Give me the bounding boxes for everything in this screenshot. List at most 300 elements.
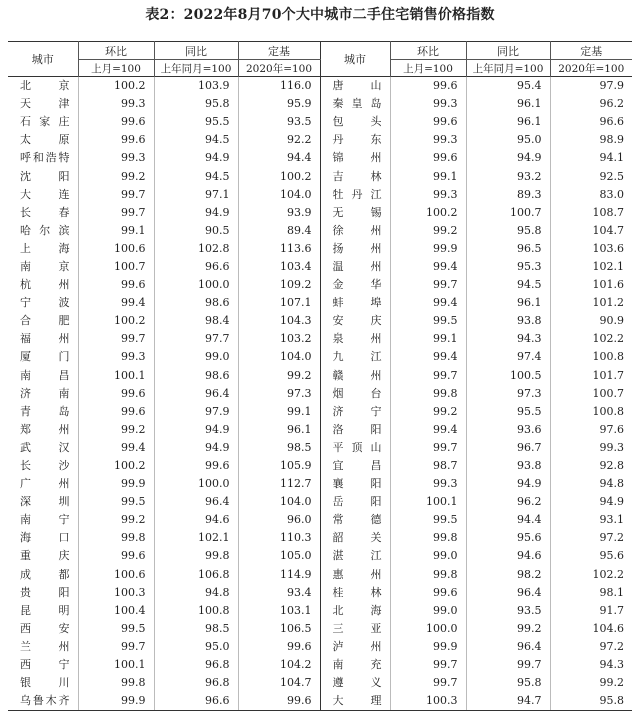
fixed-base-value-left: 107.1 — [238, 294, 320, 312]
table-row — [8, 186, 632, 204]
mom-value-left: 100.7 — [78, 258, 154, 276]
mom-value-left: 99.6 — [78, 276, 154, 294]
mom-value-right: 99.3 — [390, 186, 466, 204]
table-row — [8, 149, 632, 167]
column-header-yoy-left: 同比 — [154, 42, 238, 60]
column-header-yoy-right: 同比 — [466, 42, 550, 60]
mom-value-left: 99.7 — [78, 330, 154, 348]
mom-value-left: 99.6 — [78, 113, 154, 131]
mom-value-right: 99.2 — [390, 222, 466, 240]
mom-value-right: 99.6 — [390, 113, 466, 131]
mom-value-left: 99.3 — [78, 95, 154, 113]
city-name-right: 大理 — [320, 692, 390, 711]
fixed-base-value-left: 104.3 — [238, 312, 320, 330]
yoy-value-left: 102.8 — [154, 240, 238, 258]
yoy-value-left: 99.0 — [154, 348, 238, 366]
yoy-value-right: 98.2 — [466, 566, 550, 584]
fixed-base-value-right: 94.8 — [550, 475, 632, 493]
yoy-value-left: 98.6 — [154, 294, 238, 312]
yoy-value-left: 95.0 — [154, 638, 238, 656]
table-row — [8, 692, 632, 711]
city-name-right: 洛阳 — [320, 421, 390, 439]
city-name-right: 丹东 — [320, 131, 390, 149]
yoy-value-left: 95.5 — [154, 113, 238, 131]
city-name-right: 湛江 — [320, 547, 390, 565]
table-row — [8, 330, 632, 348]
city-name-right: 韶关 — [320, 529, 390, 547]
yoy-value-left: 106.8 — [154, 566, 238, 584]
mom-value-left: 100.6 — [78, 240, 154, 258]
yoy-value-right: 97.3 — [466, 385, 550, 403]
city-name-left: 重庆 — [20, 549, 70, 563]
column-base-yoy-right: 上年同月=100 — [466, 60, 550, 77]
table-row — [8, 602, 632, 620]
mom-value-right: 99.6 — [390, 77, 466, 96]
yoy-value-left: 98.5 — [154, 620, 238, 638]
city-name-left: 西宁 — [20, 658, 70, 672]
yoy-value-left: 98.6 — [154, 367, 238, 385]
table-row — [8, 95, 632, 113]
price-index-table-container — [8, 41, 632, 711]
mom-value-right: 99.0 — [390, 547, 466, 565]
mom-value-left: 99.4 — [78, 294, 154, 312]
city-name-right: 无锡 — [320, 204, 390, 222]
yoy-value-right: 95.5 — [466, 403, 550, 421]
fixed-base-value-right: 92.5 — [550, 167, 632, 185]
city-name-right: 济宁 — [320, 403, 390, 421]
city-name-right: 襄阳 — [320, 475, 390, 493]
fixed-base-value-right: 95.6 — [550, 547, 632, 565]
city-name-right: 赣州 — [320, 367, 390, 385]
fixed-base-value-left: 94.4 — [238, 149, 320, 167]
yoy-value-right: 97.4 — [466, 348, 550, 366]
mom-value-left: 100.1 — [78, 656, 154, 674]
fixed-base-value-left: 110.3 — [238, 529, 320, 547]
mom-value-left: 99.6 — [78, 403, 154, 421]
fixed-base-value-right: 102.1 — [550, 258, 632, 276]
city-name-left: 上海 — [20, 241, 70, 255]
yoy-value-left: 100.0 — [154, 276, 238, 294]
fixed-base-value-left: 104.7 — [238, 674, 320, 692]
yoy-value-left: 94.5 — [154, 167, 238, 185]
mom-value-right: 99.5 — [390, 511, 466, 529]
mom-value-left: 99.9 — [78, 475, 154, 493]
fixed-base-value-right: 83.0 — [550, 186, 632, 204]
city-name-left: 沈阳 — [20, 169, 70, 183]
column-header-city-left: 城市 — [31, 53, 54, 66]
city-name-left: 乌鲁木齐 — [8, 692, 78, 711]
fixed-base-value-right: 102.2 — [550, 566, 632, 584]
mom-value-right: 99.4 — [390, 421, 466, 439]
fixed-base-value-right: 98.1 — [550, 584, 632, 602]
column-header-mom-left: 环比 — [78, 42, 154, 60]
table-header — [8, 42, 632, 77]
mom-value-left: 99.2 — [78, 511, 154, 529]
table-row — [8, 457, 632, 475]
fixed-base-value-right: 97.6 — [550, 421, 632, 439]
column-base-fixed-right: 2020年=100 — [550, 60, 632, 77]
city-name-left: 青岛 — [20, 404, 70, 418]
table-row — [8, 638, 632, 656]
mom-value-right: 99.1 — [390, 330, 466, 348]
yoy-value-left: 97.9 — [154, 403, 238, 421]
city-name-left: 郑州 — [20, 422, 70, 436]
fixed-base-value-left: 112.7 — [238, 475, 320, 493]
city-name-left: 天津 — [20, 97, 70, 111]
fixed-base-value-left: 96.0 — [238, 511, 320, 529]
fixed-base-value-left: 99.6 — [238, 638, 320, 656]
table-row — [8, 584, 632, 602]
mom-value-left: 99.6 — [78, 131, 154, 149]
yoy-value-left: 95.8 — [154, 95, 238, 113]
city-name-left: 厦门 — [20, 350, 70, 364]
mom-value-right: 99.7 — [390, 367, 466, 385]
city-name-right: 南充 — [320, 656, 390, 674]
table-row — [8, 113, 632, 131]
yoy-value-right: 93.8 — [466, 312, 550, 330]
yoy-value-right: 99.7 — [466, 656, 550, 674]
fixed-base-value-right: 99.2 — [550, 674, 632, 692]
column-header-mom-right: 环比 — [390, 42, 466, 60]
column-base-mom-left: 上月=100 — [78, 60, 154, 77]
fixed-base-value-left: 104.0 — [238, 186, 320, 204]
mom-value-right: 100.3 — [390, 692, 466, 711]
table-row — [8, 511, 632, 529]
table-row — [8, 131, 632, 149]
fixed-base-value-left: 103.4 — [238, 258, 320, 276]
fixed-base-value-right: 101.2 — [550, 294, 632, 312]
city-name-right: 唐山 — [320, 77, 390, 96]
fixed-base-value-right: 103.6 — [550, 240, 632, 258]
table-row — [8, 493, 632, 511]
city-name-right: 秦皇岛 — [320, 95, 390, 113]
city-name-left: 南京 — [20, 259, 70, 273]
city-name-left: 兰州 — [20, 639, 70, 653]
mom-value-left: 100.4 — [78, 602, 154, 620]
fixed-base-value-right: 101.7 — [550, 367, 632, 385]
yoy-value-right: 93.6 — [466, 421, 550, 439]
table-body — [8, 77, 632, 711]
city-name-right: 徐州 — [320, 222, 390, 240]
table-row — [8, 240, 632, 258]
fixed-base-value-right: 94.9 — [550, 493, 632, 511]
fixed-base-value-right: 94.3 — [550, 656, 632, 674]
city-name-left: 宁波 — [20, 296, 70, 310]
yoy-value-right: 94.3 — [466, 330, 550, 348]
mom-value-right: 98.7 — [390, 457, 466, 475]
city-name-right: 泉州 — [320, 330, 390, 348]
mom-value-right: 99.3 — [390, 475, 466, 493]
mom-value-left: 99.3 — [78, 149, 154, 167]
city-name-right: 三亚 — [320, 620, 390, 638]
mom-value-left: 99.5 — [78, 620, 154, 638]
mom-value-left: 99.8 — [78, 674, 154, 692]
yoy-value-left: 99.8 — [154, 547, 238, 565]
city-name-right: 九江 — [320, 348, 390, 366]
table-row — [8, 475, 632, 493]
yoy-value-right: 100.5 — [466, 367, 550, 385]
city-name-right: 常德 — [320, 511, 390, 529]
table-row — [8, 312, 632, 330]
mom-value-right: 99.7 — [390, 674, 466, 692]
mom-value-left: 99.2 — [78, 421, 154, 439]
yoy-value-left: 96.8 — [154, 674, 238, 692]
mom-value-left: 100.2 — [78, 312, 154, 330]
fixed-base-value-left: 98.5 — [238, 439, 320, 457]
city-name-left: 银川 — [20, 676, 70, 690]
yoy-value-left: 94.9 — [154, 421, 238, 439]
table-row — [8, 439, 632, 457]
city-name-right: 惠州 — [320, 566, 390, 584]
mom-value-right: 99.8 — [390, 529, 466, 547]
yoy-value-left: 94.6 — [154, 511, 238, 529]
table-row — [8, 385, 632, 403]
yoy-value-right: 96.7 — [466, 439, 550, 457]
yoy-value-left: 90.5 — [154, 222, 238, 240]
column-base-fixed-left: 2020年=100 — [238, 60, 320, 77]
city-name-right: 北海 — [320, 602, 390, 620]
fixed-base-value-right: 90.9 — [550, 312, 632, 330]
table-row — [8, 566, 632, 584]
yoy-value-right: 96.2 — [466, 493, 550, 511]
mom-value-right: 100.2 — [390, 204, 466, 222]
fixed-base-value-right: 101.6 — [550, 276, 632, 294]
yoy-value-left: 96.6 — [154, 692, 238, 711]
table-row — [8, 348, 632, 366]
mom-value-right: 99.4 — [390, 258, 466, 276]
mom-value-right: 99.4 — [390, 348, 466, 366]
mom-value-left: 100.2 — [78, 77, 154, 96]
yoy-value-right: 94.6 — [466, 547, 550, 565]
city-name-left: 哈尔滨 — [20, 223, 70, 237]
city-name-left: 福州 — [20, 332, 70, 346]
fixed-base-value-right: 97.9 — [550, 77, 632, 96]
mom-value-right: 99.8 — [390, 566, 466, 584]
fixed-base-value-right: 108.7 — [550, 204, 632, 222]
fixed-base-value-left: 96.1 — [238, 421, 320, 439]
city-name-left: 贵阳 — [20, 585, 70, 599]
fixed-base-value-left: 105.9 — [238, 457, 320, 475]
fixed-base-value-left: 99.6 — [238, 692, 320, 711]
yoy-value-right: 99.2 — [466, 620, 550, 638]
table-row — [8, 547, 632, 565]
mom-value-right: 99.8 — [390, 385, 466, 403]
yoy-value-right: 96.4 — [466, 638, 550, 656]
city-name-right: 扬州 — [320, 240, 390, 258]
yoy-value-left: 98.4 — [154, 312, 238, 330]
mom-value-left: 100.3 — [78, 584, 154, 602]
yoy-value-left: 99.6 — [154, 457, 238, 475]
city-name-left: 长沙 — [20, 459, 70, 473]
fixed-base-value-left: 103.2 — [238, 330, 320, 348]
mom-value-right: 99.9 — [390, 240, 466, 258]
city-name-left: 昆明 — [20, 603, 70, 617]
fixed-base-value-left: 113.6 — [238, 240, 320, 258]
table-row — [8, 674, 632, 692]
city-name-right: 牡丹江 — [320, 186, 390, 204]
yoy-value-right: 100.7 — [466, 204, 550, 222]
fixed-base-value-right: 102.2 — [550, 330, 632, 348]
mom-value-right: 99.7 — [390, 439, 466, 457]
fixed-base-value-right: 92.8 — [550, 457, 632, 475]
city-name-left: 长春 — [20, 205, 70, 219]
mom-value-left: 99.7 — [78, 186, 154, 204]
fixed-base-value-right: 95.8 — [550, 692, 632, 711]
mom-value-left: 99.8 — [78, 529, 154, 547]
mom-value-right: 99.2 — [390, 403, 466, 421]
mom-value-right: 99.3 — [390, 95, 466, 113]
yoy-value-right: 95.4 — [466, 77, 550, 96]
fixed-base-value-right: 98.9 — [550, 131, 632, 149]
city-name-left: 合肥 — [20, 314, 70, 328]
yoy-value-right: 95.8 — [466, 222, 550, 240]
mom-value-left: 99.4 — [78, 439, 154, 457]
table-row — [8, 421, 632, 439]
mom-value-right: 99.4 — [390, 294, 466, 312]
table-row — [8, 294, 632, 312]
city-name-right: 桂林 — [320, 584, 390, 602]
mom-value-left: 99.6 — [78, 547, 154, 565]
yoy-value-left: 103.9 — [154, 77, 238, 96]
yoy-value-left: 96.4 — [154, 385, 238, 403]
yoy-value-left: 96.8 — [154, 656, 238, 674]
fixed-base-value-left: 99.2 — [238, 367, 320, 385]
column-base-yoy-left: 上年同月=100 — [154, 60, 238, 77]
table-row — [8, 167, 632, 185]
city-name-right: 岳阳 — [320, 493, 390, 511]
yoy-value-left: 96.6 — [154, 258, 238, 276]
fixed-base-value-left: 104.0 — [238, 493, 320, 511]
table-row — [8, 656, 632, 674]
yoy-value-right: 95.6 — [466, 529, 550, 547]
fixed-base-value-right: 104.6 — [550, 620, 632, 638]
fixed-base-value-left: 116.0 — [238, 77, 320, 96]
column-base-mom-right: 上月=100 — [390, 60, 466, 77]
yoy-value-right: 94.9 — [466, 475, 550, 493]
mom-value-right: 99.0 — [390, 602, 466, 620]
fixed-base-value-left: 114.9 — [238, 566, 320, 584]
table-row — [8, 258, 632, 276]
yoy-value-left: 96.4 — [154, 493, 238, 511]
fixed-base-value-left: 103.1 — [238, 602, 320, 620]
fixed-base-value-left: 109.2 — [238, 276, 320, 294]
mom-value-left: 99.6 — [78, 385, 154, 403]
city-name-left: 西安 — [20, 621, 70, 635]
yoy-value-right: 93.8 — [466, 457, 550, 475]
mom-value-left: 100.1 — [78, 367, 154, 385]
mom-value-left: 99.3 — [78, 348, 154, 366]
city-name-right: 宜昌 — [320, 457, 390, 475]
city-name-left: 南宁 — [20, 513, 70, 527]
yoy-value-left: 102.1 — [154, 529, 238, 547]
yoy-value-right: 96.1 — [466, 113, 550, 131]
table-row — [8, 77, 632, 96]
table-title: 表2：2022年8月70个大中城市二手住宅销售价格指数 — [145, 7, 495, 23]
yoy-value-right: 94.7 — [466, 692, 550, 711]
mom-value-right: 99.6 — [390, 149, 466, 167]
mom-value-right: 99.5 — [390, 312, 466, 330]
city-name-left: 深圳 — [20, 495, 70, 509]
fixed-base-value-right: 93.1 — [550, 511, 632, 529]
fixed-base-value-left: 89.4 — [238, 222, 320, 240]
yoy-value-left: 94.9 — [154, 149, 238, 167]
mom-value-right: 99.9 — [390, 638, 466, 656]
mom-value-right: 99.6 — [390, 584, 466, 602]
city-name-left: 呼和浩特 — [20, 151, 70, 165]
city-name-right: 温州 — [320, 258, 390, 276]
city-name-left: 济南 — [20, 386, 70, 400]
yoy-value-right: 89.3 — [466, 186, 550, 204]
city-name-left: 北京 — [20, 79, 70, 93]
table-row — [8, 403, 632, 421]
yoy-value-right: 94.9 — [466, 149, 550, 167]
fixed-base-value-right: 100.8 — [550, 348, 632, 366]
fixed-base-value-right: 100.7 — [550, 385, 632, 403]
fixed-base-value-left: 105.0 — [238, 547, 320, 565]
yoy-value-left: 94.9 — [154, 204, 238, 222]
mom-value-left: 99.5 — [78, 493, 154, 511]
fixed-base-value-left: 99.1 — [238, 403, 320, 421]
fixed-base-value-right: 100.8 — [550, 403, 632, 421]
city-name-left: 广州 — [20, 477, 70, 491]
mom-value-right: 99.7 — [390, 276, 466, 294]
table-row — [8, 204, 632, 222]
mom-value-left: 100.2 — [78, 457, 154, 475]
city-name-left: 南昌 — [20, 368, 70, 382]
yoy-value-right: 95.8 — [466, 674, 550, 692]
city-name-left: 海口 — [20, 531, 70, 545]
city-name-right: 安庆 — [320, 312, 390, 330]
mom-value-left: 99.7 — [78, 638, 154, 656]
city-name-left: 大连 — [20, 187, 70, 201]
yoy-value-right: 96.1 — [466, 294, 550, 312]
yoy-value-right: 95.3 — [466, 258, 550, 276]
city-name-left: 石家庄 — [20, 115, 70, 129]
yoy-value-left: 100.0 — [154, 475, 238, 493]
table-row — [8, 276, 632, 294]
yoy-value-right: 96.5 — [466, 240, 550, 258]
city-name-right: 包头 — [320, 113, 390, 131]
fixed-base-value-right: 94.1 — [550, 149, 632, 167]
city-name-right: 平顶山 — [320, 439, 390, 457]
yoy-value-left: 94.8 — [154, 584, 238, 602]
fixed-base-value-right: 104.7 — [550, 222, 632, 240]
city-name-right: 蚌埠 — [320, 294, 390, 312]
fixed-base-value-left: 92.2 — [238, 131, 320, 149]
city-name-left: 杭州 — [20, 278, 70, 292]
fixed-base-value-left: 106.5 — [238, 620, 320, 638]
city-name-left: 太原 — [20, 133, 70, 147]
yoy-value-left: 94.5 — [154, 131, 238, 149]
mom-value-right: 100.1 — [390, 493, 466, 511]
fixed-base-value-left: 95.9 — [238, 95, 320, 113]
fixed-base-value-right: 97.2 — [550, 529, 632, 547]
mom-value-right: 99.3 — [390, 131, 466, 149]
fixed-base-value-right: 96.6 — [550, 113, 632, 131]
mom-value-left: 100.6 — [78, 566, 154, 584]
table-row — [8, 529, 632, 547]
yoy-value-left: 100.8 — [154, 602, 238, 620]
city-name-right: 锦州 — [320, 149, 390, 167]
yoy-value-right: 96.1 — [466, 95, 550, 113]
yoy-value-left: 97.1 — [154, 186, 238, 204]
fixed-base-value-right: 99.3 — [550, 439, 632, 457]
yoy-value-right: 96.4 — [466, 584, 550, 602]
city-name-right: 遵义 — [320, 674, 390, 692]
city-name-right: 吉林 — [320, 167, 390, 185]
column-header-city-right: 城市 — [320, 42, 390, 77]
mom-value-right: 100.0 — [390, 620, 466, 638]
